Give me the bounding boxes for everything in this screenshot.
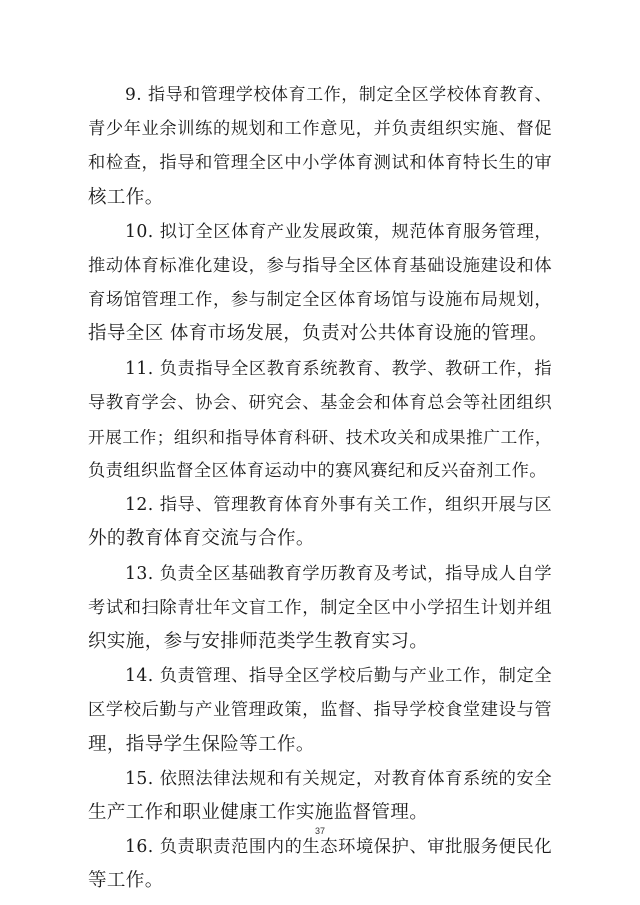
paragraph-item-13 bbox=[88, 557, 552, 660]
paragraph-item-16 bbox=[88, 830, 552, 898]
paragraph-line: 考试和扫除青壮年文盲工作，制定全区中小学招生计划并组 bbox=[88, 597, 552, 618]
paragraph-item-12 bbox=[88, 488, 552, 556]
paragraph-line: 13. 负责全区基础教育学历教育及考试，指导成人自学 bbox=[125, 563, 552, 584]
paragraph-line: 育场馆管理工作，参与制定全区体育场馆与设施布局规划， bbox=[88, 290, 552, 311]
paragraph-line: 区学校后勤与产业管理政策，监督、指导学校食堂建设与管 bbox=[88, 700, 552, 721]
paragraph-line: 理，指导学生保险等工作。 bbox=[88, 733, 315, 755]
paragraph-item-15 bbox=[88, 762, 552, 830]
paragraph-line: 青少年业余训练的规划和工作意见，并负责组织实施、督促 bbox=[88, 119, 552, 140]
paragraph-line: 导教育学会、协会、研究会、基金会和体育总会等社团组织 bbox=[88, 392, 552, 413]
paragraph-line: 生产工作和职业健康工作实施监督管理。 bbox=[88, 801, 429, 823]
paragraph-line: 负责组织监督全区体育运动中的赛风赛纪和反兴奋剂工作。 bbox=[88, 461, 547, 482]
paragraph-line: 14. 负责管理、指导全区学校后勤与产业工作，制定全 bbox=[125, 666, 552, 687]
paragraph-line: 指导全区 体育市场发展，负责对公共体育设施的管理。 bbox=[88, 323, 548, 345]
page-number: 37 bbox=[314, 826, 325, 836]
paragraph-line: 核工作。 bbox=[88, 186, 164, 208]
paragraph-item-11 bbox=[88, 352, 552, 489]
paragraph-line: 推动体育标准化建设，参与指导全区体育基础设施建设和体 bbox=[88, 255, 552, 276]
paragraph-line: 15. 依照法律法规和有关规定，对教育体育系统的安全 bbox=[125, 768, 552, 789]
paragraph-line: 开展工作；组织和指导体育科研、技术攻关和成果推广工作， bbox=[88, 426, 552, 447]
paragraph-line: 12. 指导、管理教育体育外事有关工作，组织开展与区 bbox=[125, 495, 552, 516]
paragraph-line: 等工作。 bbox=[88, 870, 164, 892]
paragraph-item-9 bbox=[88, 78, 552, 215]
paragraph-line: 11. 负责指导全区教育系统教育、教学、教研工作，指 bbox=[125, 358, 552, 379]
paragraph-item-10 bbox=[88, 215, 552, 352]
paragraph-line: 9. 指导和管理学校体育工作，制定全区学校体育教育、 bbox=[125, 85, 552, 105]
paragraph-line: 外的教育体育交流与合作。 bbox=[88, 528, 315, 550]
paragraph-line: 和检查，指导和管理全区中小学体育测试和体育特长生的审 bbox=[88, 153, 552, 174]
paragraph-item-14 bbox=[88, 659, 552, 762]
paragraph-line: 10. 拟订全区体育产业发展政策，规范体育服务管理， bbox=[125, 221, 552, 242]
paragraph-line: 16. 负责职责范围内的生态环境保护、审批服务便民化 bbox=[125, 837, 552, 858]
document-body bbox=[88, 78, 552, 899]
paragraph-line: 织实施，参与安排师范类学生教育实习。 bbox=[88, 631, 429, 652]
